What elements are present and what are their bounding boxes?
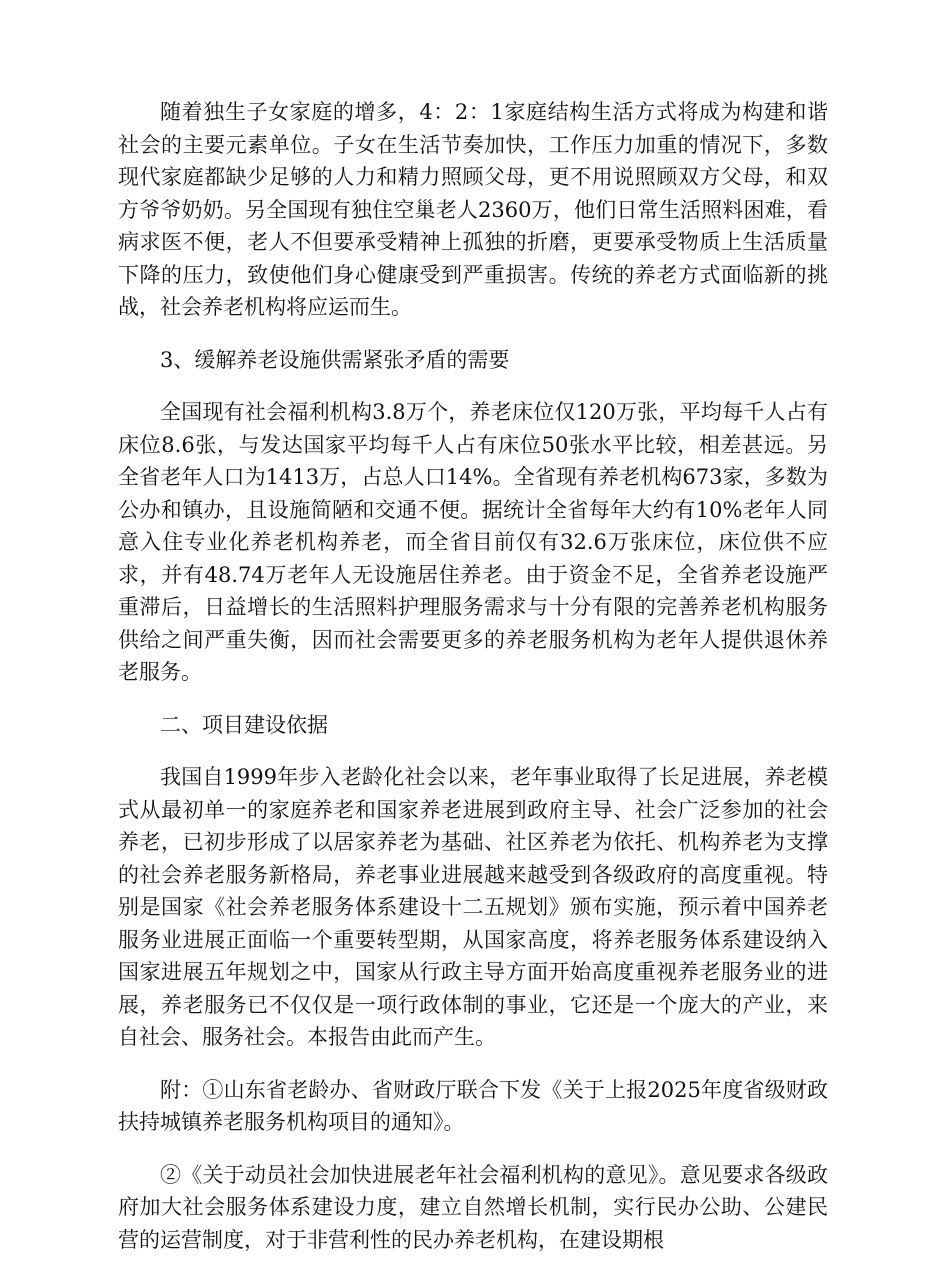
paragraph-welfare-institutions: 全国现有社会福利机构3.8万个，养老床位仅120万张，平均每千人占有床位8.6张，与发达国家平均每千人占有床位50张水平比较，相差甚远。另全省老年人口为1413万，占总人口14%。全省现有养老机构673家，多数为公办和镇办，且设施简陋和交通不便。据统计全省每年大约有10%老年人同意入住专业化养老机构养老，而全省目前仅有32.6万张床位，床位供不应求，并有48.74万老年人无设施居住养老。由于资金不足，全省养老设施严重滞后，日益增长的生活照料护理服务需求与十分有限的完善养老机构服务供给之间严重失衡，因而社会需要更多的养老服务机构为老年人提供退休养老服务。 [118,400,828,684]
paragraph-appendix-opinion: ②《关于动员社会加快进展老年社会福利机构的意见》。意见要求各级政府加大社会服务体系建设力度，建立自然增长机制，实行民办公助、公建民营的运营制度，对于非营利性的民办养老机构，在建设期根 [118,1162,828,1252]
paragraph-national-policy: 我国自1999年步入老龄化社会以来，老年事业取得了长足进展，养老模式从最初单一的家庭养老和国家养老进展到政府主导、社会广泛参加的社会养老，已初步形成了以居家养老为基础、社区养老为依托、机构养老为支撑的社会养老服务新格局，养老事业进展越来越受到各级政府的高度重视。特别是国家《社会养老服务体系建设十二五规划》颁布实施，预示着中国养老服务业进展正面临一个重要转型期，从国家高度，将养老服务体系建设纳入国家进展五年规划之中，国家从行政主导方面开始高度重视养老服务业的进展，养老服务已不仅仅是一项行政体制的事业，它还是一个庞大的产业，来自社会、服务社会。本报告由此而产生。 [118,765,828,1049]
section-heading-supply-demand: 3、缓解养老设施供需紧张矛盾的需要 [160,347,510,372]
paragraph-appendix-notice: 附：①山东省老龄办、省财政厅联合下发《关于上报2025年度省级财政扶持城镇养老服务机构项目的通知》。 [118,1077,828,1134]
section-heading-project-basis: 二、项目建设依据 [160,712,328,737]
document-page [118,96,828,1276]
paragraph-aging-family: 随着独生子女家庭的增多，4：2：1家庭结构生活方式将成为构建和谐社会的主要元素单位。子女在生活节奏加快，工作压力加重的情况下，多数现代家庭都缺少足够的人力和精力照顾父母，更不用说照顾双方父母，和双方爷爷奶奶。另全国现有独住空巢老人2360万，他们日常生活照料困难，看病求医不便，老人不但要承受精神上孤独的折磨，更要承受物质上生活质量下降的压力，致使他们身心健康受到严重损害。传统的养老方式面临新的挑战，社会养老机构将应运而生。 [118,100,828,319]
